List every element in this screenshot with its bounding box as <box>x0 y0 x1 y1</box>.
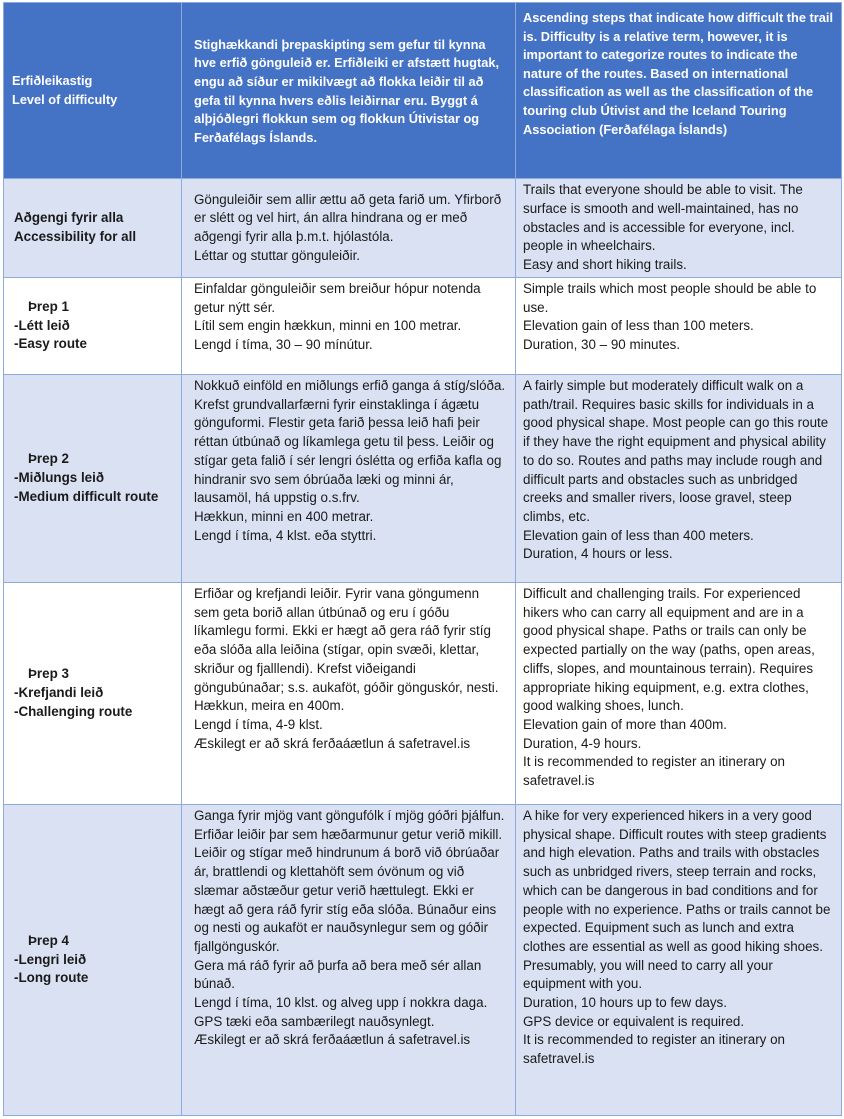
description-paragraph: Lengd í tíma, 4-9 klst. <box>194 716 323 732</box>
description-paragraph: Elevation gain of less than 400 meters. <box>523 527 754 543</box>
level-label: -Miðlungs leið <box>14 470 105 486</box>
level-label: -Létt leið <box>14 317 70 333</box>
description-paragraph: Difficult and challenging trails. For experienced hikers who can carry all equipment and are in a good physical shape. Paths or trails can only be expected partially on the way (paths, open areas, cliffs, slopes, and mountainous terrain). Requires appropriate hiking equipment, e.g. extra clothes, good walking shoes, lunch. <box>523 586 815 714</box>
description-paragraph: Duration, 4 hours or less. <box>523 546 673 562</box>
header-description-en: Ascending steps that indicate how difficult the trail is. Difficulty is a relative term, however, it is important to categorize routes to indicate the nature of the routes. Based on international classification as well as the classification of the touring club Útivist and the Iceland Touring Association (Ferðafélaga Íslands) <box>516 3 842 179</box>
level-label: Þrep 4 <box>28 932 69 948</box>
level-label: -Krefjandi leið <box>14 685 104 701</box>
level-label: -Long route <box>14 970 89 986</box>
description-paragraph: Ganga fyrir mjög vant göngufólk í mjög góðri þjálfun. Erfiðar leiðir þar sem hæðarmunur getur verið mikill. Leiðir og stígar með hindrunum á borð við óbrúaðar ár, brattlendi og klettahöft sem óvönum og við slæmar aðstæður getur verið hættulegt. Ekki er hægt að gera ráð fyrir stíg eða slóða. Búnaður eins og nesti og aukaföt er nauðsynlegur sem og góðir fjallgönguskór. <box>194 808 505 954</box>
description-en <box>516 583 842 805</box>
description-paragraph: Nokkuð einföld en miðlungs erfið ganga á stíg/slóða. Krefst grundvallarfærni fyrir einstaklinga í ágætu gönguformi. Flestir geta farið þessa leið hafi þeir réttan útbúnað og líkamlega getu til þess. Leiðir og stígar geta falið í sér lengri óslétta og erfiða kafla og hindranir svo sem óbrúaða læki og minni ár, lausamöl, há uppstig o.s.frv. <box>194 378 506 506</box>
level-cell <box>4 583 182 805</box>
description-paragraph: A fairly simple but moderately difficult walk on a path/trail. Requires basic skills for individuals in a good physical shape. Most people can go this route if they have the right equipment and physical ability to do so. Routes and paths may include rough and difficult parts and obstacles such as unbridged creeks and smaller rivers, loose gravel, steep climbs, etc. <box>523 378 829 524</box>
description-en <box>516 805 842 1116</box>
description-paragraph: Elevation gain of more than 400m. <box>523 716 727 732</box>
table-row <box>4 375 842 583</box>
description-paragraph: Æskilegt er að skrá ferðaáætlun á safetravel.is <box>194 1032 471 1048</box>
description-paragraph: Hækkun, minni en 400 metrar. <box>194 508 374 524</box>
description-paragraph: Simple trails which most people should be able to use. <box>523 281 817 315</box>
level-label: Þrep 3 <box>28 666 69 682</box>
description-paragraph: Léttar og stuttar gönguleiðir. <box>194 247 361 263</box>
description-paragraph: Elevation gain of less than 100 meters. <box>523 318 754 334</box>
description-is <box>182 179 516 278</box>
description-en <box>516 278 842 375</box>
description-paragraph: Duration, 10 hours up to few days. <box>523 995 727 1011</box>
description-paragraph: Trails that everyone should be able to visit. The surface is smooth and well-maintained, has no obstacles and is accessible for everyone, incl. people in wheelchairs. <box>523 182 803 254</box>
header-level <box>4 3 182 179</box>
table-header-row <box>4 3 842 179</box>
description-paragraph: Lengd í tíma, 30 – 90 mínútur. <box>194 337 373 353</box>
level-label: -Medium difficult route <box>14 488 159 504</box>
header-description-is: Stighækkandi þrepaskipting sem gefur til kynna hve erfið gönguleið er. Erfiðleiki er afstætt hugtak, engu að síður er mikilvægt að flokka leiðir til að gefa til kynna hvers eðlis leiðirnar eru. Byggt á alþjóðlegri flokkun sem og flokkun Útivistar og Ferðafélags Íslands. <box>182 3 516 179</box>
description-paragraph: It is recommended to register an itinerary on safetravel.is <box>523 1032 785 1067</box>
level-label: -Challenging route <box>14 703 133 719</box>
description-is <box>182 375 516 583</box>
description-paragraph: Duration, 4-9 hours. <box>523 735 642 751</box>
description-paragraph: Duration, 30 – 90 minutes. <box>523 337 681 353</box>
description-paragraph: Hækkun, meira en 400m. <box>194 698 345 714</box>
table-row <box>4 805 842 1116</box>
description-is <box>182 583 516 805</box>
level-cell <box>4 179 182 278</box>
level-cell <box>4 278 182 375</box>
description-paragraph: GPS tæki eða sambærilegt nauðsynlegt. <box>194 1013 435 1029</box>
description-paragraph: Gönguleiðir sem allir ættu að geta farið um. Yfirborð er slétt og vel hirt, án allra hindrana og er með aðgengi fyrir alla þ.m.t. hjólastóla. <box>194 191 502 244</box>
description-paragraph: Lengd í tíma, 10 klst. og alveg upp í nokkra daga. <box>194 995 488 1011</box>
description-paragraph: Gera má ráð fyrir að þurfa að bera með sér allan búnað. <box>194 957 482 992</box>
table-row <box>4 278 842 375</box>
table-row <box>4 179 842 278</box>
description-en <box>516 179 842 278</box>
level-label: Accessibility for all <box>14 229 137 244</box>
description-paragraph: Einfaldar gönguleiðir sem breiður hópur notenda getur nýtt sér. <box>194 281 481 315</box>
description-paragraph: Easy and short hiking trails. <box>523 257 687 273</box>
description-paragraph: Æskilegt er að skrá ferðaáætlun á safetravel.is <box>194 735 471 751</box>
header-level-is: Erfiðleikastig <box>12 72 93 88</box>
level-label: -Lengri leið <box>14 951 87 967</box>
level-label: Þrep 1 <box>28 298 69 314</box>
description-is <box>182 278 516 375</box>
table-row <box>4 583 842 805</box>
description-paragraph: GPS device or equivalent is required. <box>523 1013 745 1029</box>
header-level-en: Level of difficulty <box>12 91 118 107</box>
level-label: -Easy route <box>14 336 87 352</box>
description-en <box>516 375 842 583</box>
description-paragraph: Lítil sem engin hækkun, minni en 100 metrar. <box>194 318 462 334</box>
difficulty-table <box>3 2 842 1116</box>
description-is <box>182 805 516 1116</box>
level-cell <box>4 805 182 1116</box>
description-paragraph: Lengd í tíma, 4 klst. eða styttri. <box>194 527 377 543</box>
level-cell <box>4 375 182 583</box>
level-label: Þrep 2 <box>28 451 69 467</box>
level-label: Aðgengi fyrir alla <box>14 210 124 226</box>
description-paragraph: It is recommended to register an itinerary on safetravel.is <box>523 754 785 789</box>
description-paragraph: Erfiðar og krefjandi leiðir. Fyrir vana göngumenn sem geta borið allan útbúnað og eru í góðu líkamlegu formi. Ekki er hægt að gera ráð fyrir stíg eða slóða alla leiðina (stígar, opin svæði, klettar, skriður og fjalllendi). Krefst viðeigandi göngubúnaðar; s.s. aukaföt, góðir gönguskór, nesti. <box>194 586 499 695</box>
description-paragraph: A hike for very experienced hikers in a very good physical shape. Difficult routes with steep gradients and high elevation. Paths and trails with obstacles such as unbridged rivers, steep terrain and rocks, which can be dangerous in bad conditions and for people with no experience. Paths or trails cannot be expected. Equipment such as lunch and extra clothes are essential as well as good hiking shoes. Presumably, you will need to carry all your equipment with you. <box>523 808 831 992</box>
